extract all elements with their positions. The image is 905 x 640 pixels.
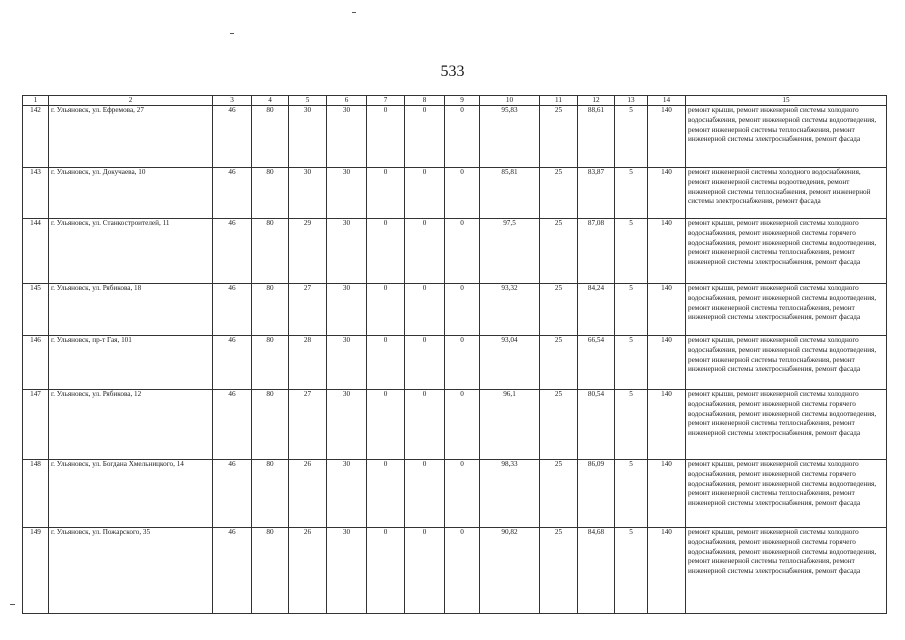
value-cell: 96,1 — [480, 390, 540, 460]
value-cell: 140 — [648, 460, 686, 528]
table-row — [23, 284, 887, 336]
value-cell: 0 — [445, 336, 480, 390]
value-cell: 30 — [327, 284, 367, 336]
table-row — [23, 106, 887, 168]
value-cell: 5 — [615, 336, 648, 390]
value-cell: 27 — [289, 284, 327, 336]
value-cell: 0 — [367, 284, 405, 336]
value-cell: 98,33 — [480, 460, 540, 528]
value-cell: 30 — [327, 336, 367, 390]
row-number: 146 — [23, 336, 49, 390]
scan-speck — [230, 33, 234, 34]
row-number: 144 — [23, 219, 49, 284]
value-cell: 25 — [540, 219, 578, 284]
value-cell: 66,54 — [578, 336, 615, 390]
value-cell: 46 — [213, 528, 252, 614]
value-cell: 5 — [615, 460, 648, 528]
value-cell: 5 — [615, 168, 648, 219]
value-cell: 0 — [445, 284, 480, 336]
works-cell: ремонт крыши, ремонт инженерной системы холодного водоснабжения, ремонт инженерной системы водоотведения, ремонт инженерной системы теплоснабжения, ремонт инженерной системы электроснабжения, ремонт фасада — [686, 284, 887, 336]
table-row — [23, 336, 887, 390]
value-cell: 0 — [405, 168, 445, 219]
repair-program-table — [22, 95, 887, 614]
column-header: 13 — [615, 96, 648, 106]
column-header: 15 — [686, 96, 887, 106]
value-cell: 46 — [213, 460, 252, 528]
value-cell: 46 — [213, 168, 252, 219]
value-cell: 140 — [648, 219, 686, 284]
value-cell: 0 — [405, 106, 445, 168]
address-cell: г. Ульяновск, ул. Ефремова, 27 — [49, 106, 213, 168]
value-cell: 86,09 — [578, 460, 615, 528]
row-number: 142 — [23, 106, 49, 168]
works-cell: ремонт крыши, ремонт инженерной системы холодного водоснабжения, ремонт инженерной системы горячего водоснабжения, ремонт инженерной системы водоотведения, ремонт инженерной системы теплоснабжения, ремонт инженерной системы электроснабжения, ремонт фасада — [686, 219, 887, 284]
value-cell: 80 — [252, 336, 289, 390]
value-cell: 80 — [252, 390, 289, 460]
value-cell: 27 — [289, 390, 327, 460]
value-cell: 5 — [615, 284, 648, 336]
column-header: 12 — [578, 96, 615, 106]
value-cell: 93,32 — [480, 284, 540, 336]
works-cell: ремонт крыши, ремонт инженерной системы холодного водоснабжения, ремонт инженерной системы водоотведения, ремонт инженерной системы теплоснабжения, ремонт инженерной системы электроснабжения, ремонт фасада — [686, 106, 887, 168]
value-cell: 46 — [213, 390, 252, 460]
value-cell: 25 — [540, 528, 578, 614]
value-cell: 30 — [327, 460, 367, 528]
table-row — [23, 219, 887, 284]
value-cell: 29 — [289, 219, 327, 284]
value-cell: 140 — [648, 528, 686, 614]
value-cell: 0 — [405, 390, 445, 460]
column-header: 8 — [405, 96, 445, 106]
value-cell: 25 — [540, 284, 578, 336]
value-cell: 0 — [405, 336, 445, 390]
value-cell: 140 — [648, 336, 686, 390]
column-header: 4 — [252, 96, 289, 106]
value-cell: 0 — [367, 219, 405, 284]
value-cell: 25 — [540, 336, 578, 390]
value-cell: 83,87 — [578, 168, 615, 219]
value-cell: 88,61 — [578, 106, 615, 168]
scan-speck — [10, 604, 15, 605]
value-cell: 0 — [445, 106, 480, 168]
column-header: 11 — [540, 96, 578, 106]
row-number: 148 — [23, 460, 49, 528]
works-cell: ремонт крыши, ремонт инженерной системы холодного водоснабжения, ремонт инженерной системы горячего водоснабжения, ремонт инженерной системы водоотведения, ремонт инженерной системы теплоснабжения, ремонт инженерной системы электроснабжения, ремонт фасада — [686, 460, 887, 528]
value-cell: 0 — [367, 168, 405, 219]
value-cell: 0 — [367, 336, 405, 390]
column-header: 2 — [49, 96, 213, 106]
header-row — [23, 96, 887, 106]
value-cell: 46 — [213, 284, 252, 336]
value-cell: 25 — [540, 168, 578, 219]
value-cell: 80 — [252, 284, 289, 336]
value-cell: 0 — [445, 528, 480, 614]
value-cell: 0 — [405, 284, 445, 336]
value-cell: 25 — [540, 106, 578, 168]
value-cell: 80 — [252, 460, 289, 528]
column-header: 7 — [367, 96, 405, 106]
address-cell: г. Ульяновск, ул. Богдана Хмельницкого, 14 — [49, 460, 213, 528]
table-row — [23, 168, 887, 219]
works-cell: ремонт инженерной системы холодного водоснабжения, ремонт инженерной системы водоотведения, ремонт инженерной системы теплоснабжения, ремонт инженерной системы электроснабжения, ремонт фасада — [686, 168, 887, 219]
value-cell: 26 — [289, 528, 327, 614]
value-cell: 95,83 — [480, 106, 540, 168]
value-cell: 46 — [213, 336, 252, 390]
value-cell: 85,81 — [480, 168, 540, 219]
value-cell: 0 — [367, 106, 405, 168]
value-cell: 140 — [648, 390, 686, 460]
address-cell: г. Ульяновск, ул. Станкостроителей, 11 — [49, 219, 213, 284]
value-cell: 5 — [615, 106, 648, 168]
column-header: 3 — [213, 96, 252, 106]
value-cell: 5 — [615, 219, 648, 284]
value-cell: 25 — [540, 460, 578, 528]
value-cell: 97,5 — [480, 219, 540, 284]
value-cell: 80 — [252, 528, 289, 614]
value-cell: 30 — [327, 528, 367, 614]
address-cell: г. Ульяновск, ул. Рябикова, 18 — [49, 284, 213, 336]
value-cell: 0 — [405, 219, 445, 284]
address-cell: г. Ульяновск, ул. Пожарского, 35 — [49, 528, 213, 614]
row-number: 143 — [23, 168, 49, 219]
value-cell: 5 — [615, 528, 648, 614]
value-cell: 90,82 — [480, 528, 540, 614]
value-cell: 0 — [405, 528, 445, 614]
value-cell: 0 — [445, 219, 480, 284]
table-row — [23, 460, 887, 528]
value-cell: 30 — [327, 168, 367, 219]
value-cell: 30 — [289, 106, 327, 168]
value-cell: 30 — [327, 219, 367, 284]
address-cell: г. Ульяновск, ул. Рябикова, 12 — [49, 390, 213, 460]
value-cell: 28 — [289, 336, 327, 390]
value-cell: 30 — [327, 106, 367, 168]
value-cell: 140 — [648, 168, 686, 219]
row-number: 145 — [23, 284, 49, 336]
value-cell: 87,08 — [578, 219, 615, 284]
column-header: 9 — [445, 96, 480, 106]
row-number: 149 — [23, 528, 49, 614]
value-cell: 80 — [252, 168, 289, 219]
table-row — [23, 390, 887, 460]
value-cell: 0 — [405, 460, 445, 528]
value-cell: 30 — [327, 390, 367, 460]
value-cell: 140 — [648, 106, 686, 168]
table-row — [23, 528, 887, 614]
page-number: 533 — [440, 63, 465, 80]
value-cell: 30 — [289, 168, 327, 219]
value-cell: 26 — [289, 460, 327, 528]
value-cell: 80 — [252, 219, 289, 284]
value-cell: 93,04 — [480, 336, 540, 390]
value-cell: 84,68 — [578, 528, 615, 614]
value-cell: 140 — [648, 284, 686, 336]
row-number: 147 — [23, 390, 49, 460]
column-header: 10 — [480, 96, 540, 106]
value-cell: 0 — [367, 460, 405, 528]
value-cell: 46 — [213, 106, 252, 168]
value-cell: 46 — [213, 219, 252, 284]
value-cell: 80 — [252, 106, 289, 168]
works-cell: ремонт крыши, ремонт инженерной системы холодного водоснабжения, ремонт инженерной системы горячего водоснабжения, ремонт инженерной системы водоотведения, ремонт инженерной системы теплоснабжения, ремонт инженерной системы электроснабжения, ремонт фасада — [686, 528, 887, 614]
value-cell: 0 — [445, 168, 480, 219]
value-cell: 0 — [445, 390, 480, 460]
value-cell: 0 — [367, 390, 405, 460]
column-header: 5 — [289, 96, 327, 106]
value-cell: 25 — [540, 390, 578, 460]
value-cell: 5 — [615, 390, 648, 460]
value-cell: 0 — [445, 460, 480, 528]
value-cell: 84,24 — [578, 284, 615, 336]
address-cell: г. Ульяновск, ул. Докучаева, 10 — [49, 168, 213, 219]
scan-speck — [352, 12, 356, 13]
address-cell: г. Ульяновск, пр-т Гая, 101 — [49, 336, 213, 390]
column-header: 1 — [23, 96, 49, 106]
column-header: 6 — [327, 96, 367, 106]
value-cell: 80,54 — [578, 390, 615, 460]
value-cell: 0 — [367, 528, 405, 614]
works-cell: ремонт крыши, ремонт инженерной системы холодного водоснабжения, ремонт инженерной системы водоотведения, ремонт инженерной системы теплоснабжения, ремонт инженерной системы электроснабжения, ремонт фасада — [686, 336, 887, 390]
column-header: 14 — [648, 96, 686, 106]
works-cell: ремонт крыши, ремонт инженерной системы холодного водоснабжения, ремонт инженерной системы горячего водоснабжения, ремонт инженерной системы водоотведения, ремонт инженерной системы теплоснабжения, ремонт инженерной системы электроснабжения, ремонт фасада — [686, 390, 887, 460]
